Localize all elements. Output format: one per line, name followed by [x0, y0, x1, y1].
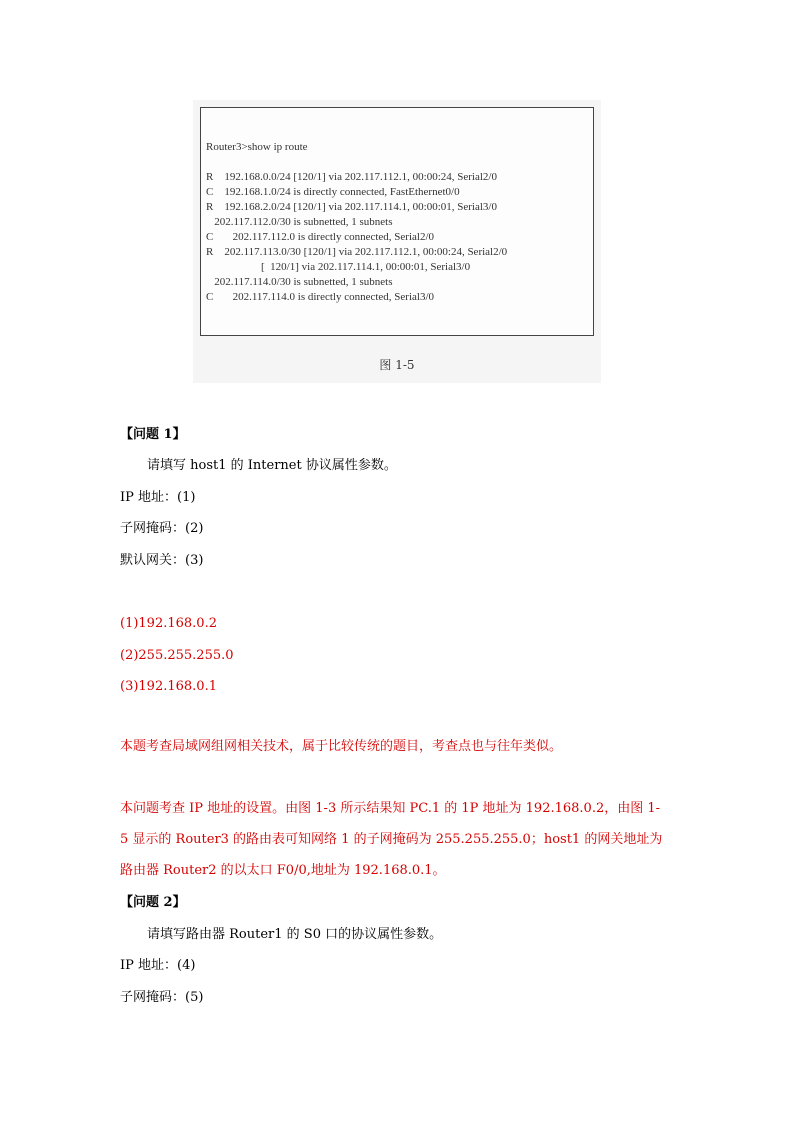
routing-table-figure	[193, 100, 601, 383]
answer-3: (3)192.168.0.1	[120, 679, 217, 694]
explanation-line: 路由器 Router2 的以太口 F0/0,地址为 192.168.0.1。	[120, 863, 446, 878]
router-output-line: R 192.168.2.0/24 [120/1] via 202.117.114.1, 00:00:01, Serial3/0	[206, 201, 497, 213]
answer-2: (2)255.255.255.0	[120, 648, 234, 663]
question-2-prompt: 请填写路由器 Router1 的 S0 口的协议属性参数。	[147, 927, 443, 942]
figure-caption: 图 1-5	[379, 358, 415, 372]
question-1-prompt: 请填写 host1 的 Internet 协议属性参数。	[147, 458, 397, 473]
explanation-intro: 本题考查局域网组网相关技术，属于比较传统的题目，考查点也与往年类似。	[120, 739, 563, 754]
router-output-box	[200, 107, 594, 336]
question-2-title: 【问题 2】	[120, 895, 186, 910]
router-output-line: C 192.168.1.0/24 is directly connected, FastEthernet0/0	[206, 186, 460, 198]
q1-ip-field: IP 地址：(1)	[120, 490, 196, 505]
explanation-line: 本问题考查 IP 地址的设置。由图 1-3 所示结果知 PC.1 的 1P 地址为 192.168.0.2，由图 1-	[120, 801, 661, 816]
q2-mask-field: 子网掩码：(5)	[120, 990, 204, 1005]
router-output-line: C 202.117.112.0 is directly connected, Serial2/0	[206, 231, 435, 243]
q2-ip-field: IP 地址：(4)	[120, 958, 196, 973]
router-output-line: C 202.117.114.0 is directly connected, Serial3/0	[206, 291, 435, 303]
router-output-line: [ 120/1] via 202.117.114.1, 00:00:01, Serial3/0	[206, 261, 471, 273]
answer-1: (1)192.168.0.2	[120, 616, 217, 631]
router-output-line: R 202.117.113.0/30 [120/1] via 202.117.112.1, 00:00:24, Serial2/0	[206, 246, 508, 258]
question-1-title: 【问题 1】	[120, 427, 186, 442]
router-output-line: 202.117.114.0/30 is subnetted, 1 subnets	[206, 276, 393, 288]
q1-mask-field: 子网掩码：(2)	[120, 521, 204, 536]
q1-gateway-field: 默认网关：(3)	[120, 553, 204, 568]
explanation-line: 5 显示的 Router3 的路由表可知网络 1 的子网掩码为 255.255.255.0；host1 的网关地址为	[120, 832, 663, 847]
router-output-line: Router3>show ip route	[206, 141, 308, 153]
router-output-line: 202.117.112.0/30 is subnetted, 1 subnets	[206, 216, 393, 228]
router-output-line: R 192.168.0.0/24 [120/1] via 202.117.112.1, 00:00:24, Serial2/0	[206, 171, 497, 183]
